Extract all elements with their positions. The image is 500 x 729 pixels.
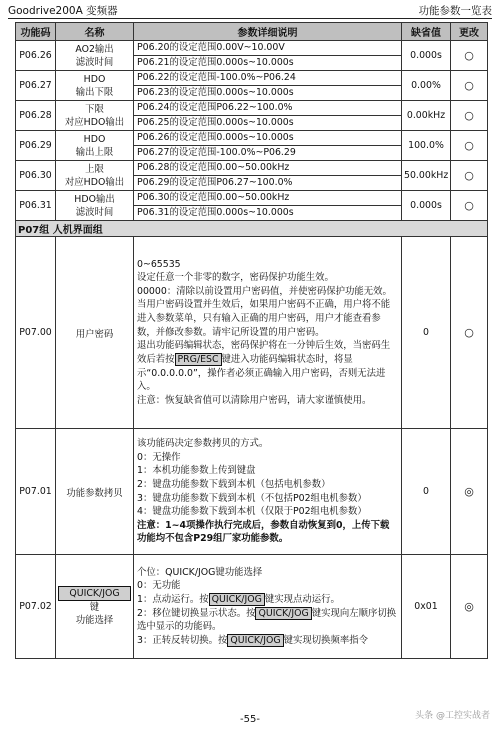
group-heading-row [16,221,488,237]
change-mark: ○ [451,101,488,131]
param-default: 0.00% [402,71,451,101]
page-header [8,2,492,18]
parameter-table [15,22,488,659]
param-code: P07.00 [16,237,56,429]
col-header-change: 更改 [451,23,488,41]
param-default: 0.000s [402,41,451,71]
change-mark: ○ [451,71,488,101]
table-row [16,237,488,429]
page-number: -55- [240,714,260,725]
param-name: AO2输出 滤波时间 [56,41,134,71]
param-default: 50.00kHz [402,161,451,191]
col-header-code: 功能码 [16,23,56,41]
change-mark: ○ [451,161,488,191]
param-detail: P06.20的设定范围0.00V~10.00V P06.21的设定范围0.000s~10.000s [134,41,402,71]
quick-jog-key: QUICK/JOG [255,607,311,620]
table-row [16,101,488,131]
table-row [16,429,488,555]
param-default: 100.0% [402,131,451,161]
col-header-name: 名称 [56,23,134,41]
param-default: 0 [402,237,451,429]
watermark: 头条 @工控实战者 [415,711,490,721]
col-header-detail: 参数详细说明 [134,23,402,41]
param-name: 用户密码 [56,237,134,429]
param-detail: P06.28的设定范围0.00~50.00kHz P06.29的设定范围P06.27~100.0% [134,161,402,191]
param-name: HDO 输出下限 [56,71,134,101]
param-detail: P06.22的设定范围-100.0%~P06.24 P06.23的设定范围0.000s~10.000s [134,71,402,101]
param-name: 功能参数拷贝 [56,429,134,555]
table-row [16,191,488,221]
change-mark: ○ [451,41,488,71]
quick-jog-key: QUICK/JOG [209,593,265,606]
param-name: HDO 输出上限 [56,131,134,161]
param-code: P06.31 [16,191,56,221]
change-mark: ○ [451,131,488,161]
quick-jog-key: QUICK/JOG [227,634,283,647]
param-code: P06.27 [16,71,56,101]
table-row [16,131,488,161]
table-row [16,71,488,101]
param-detail: P06.24的设定范围P06.22~100.0% P06.25的设定范围0.000s~10.000s [134,101,402,131]
change-mark: ○ [451,191,488,221]
prg-esc-key: PRG/ESC [175,353,222,366]
param-name: QUICK/JOG 键 功能选择 [56,555,134,659]
param-code: P06.29 [16,131,56,161]
param-default: 0.00kHz [402,101,451,131]
param-code: P07.01 [16,429,56,555]
param-default: 0x01 [402,555,451,659]
param-code: P07.02 [16,555,56,659]
param-code: P06.26 [16,41,56,71]
param-name: HDO输出 滤波时间 [56,191,134,221]
param-code: P06.28 [16,101,56,131]
header-product: Goodrive200A 变频器 [8,4,118,17]
param-code: P06.30 [16,161,56,191]
table-row [16,161,488,191]
quick-jog-key: QUICK/JOG [58,586,131,601]
param-name: 上限 对应HDO输出 [56,161,134,191]
param-detail: P06.30的设定范围0.00~50.00kHz P06.31的设定范围0.000s~10.000s [134,191,402,221]
param-detail: 个位：QUICK/JOG键功能选择 0：无功能 1：点动运行。按 QUICK/JOG 键实现点动运行。 2：移位键切换显示状态。按 QUICK/JOG 键实现向左顺序切换选中显示的功能码。 3：正转反转切换。按 QUICK/JOG 键实现切换频率指令 [134,555,402,659]
param-default: 0.000s [402,191,451,221]
change-mark: ○ [451,237,488,429]
param-detail: P06.26的设定范围0.000s~10.000s P06.27的设定范围-100.0%~P06.29 [134,131,402,161]
header-rule [8,18,492,19]
header-section: 功能参数一览表 [418,4,492,17]
col-header-default: 缺省值 [402,23,451,41]
param-default: 0 [402,429,451,555]
table-row [16,555,488,659]
change-mark: ◎ [451,555,488,659]
param-detail: 0~65535 设定任意一个非零的数字，密码保护功能生效。 00000：清除以前设置用户密码值，并使密码保护功能无效。 当用户密码设置并生效后，如果用户密码不正确，用户将不能进入参数菜单，只有输入正确的用户密码，用户才能查看参数，并修改参数。请牢记所设置的用户密码。 退出功能码编辑状态，密码保护将在一分钟后生效，当密码生效后若按 PRG/ESC 键进入功能码编辑状态时，将显示“0.0.0.0.0”，操作者必须正确输入用户密码，否则无法进入。 注意：恢复缺省值可以清除用户密码，请大家谨慎使用。 [134,237,402,429]
group-title: P07组 人机界面组 [16,221,488,237]
table-header-row [16,23,488,41]
table-row [16,41,488,71]
param-detail: 该功能码决定参数拷贝的方式。 0：无操作 1：本机功能参数上传到键盘 2：键盘功能参数下载到本机（包括电机参数） 3：键盘功能参数下载到本机（不包括P02组电机参数） 4：键盘功能参数下载到本机（仅限于P02组电机参数） 注意：1~4项操作执行完成后，参数自动恢复到0，上传下载功能均不包含P29组厂家功能参数。 [134,429,402,555]
param-name: 下限 对应HDO输出 [56,101,134,131]
change-mark: ◎ [451,429,488,555]
